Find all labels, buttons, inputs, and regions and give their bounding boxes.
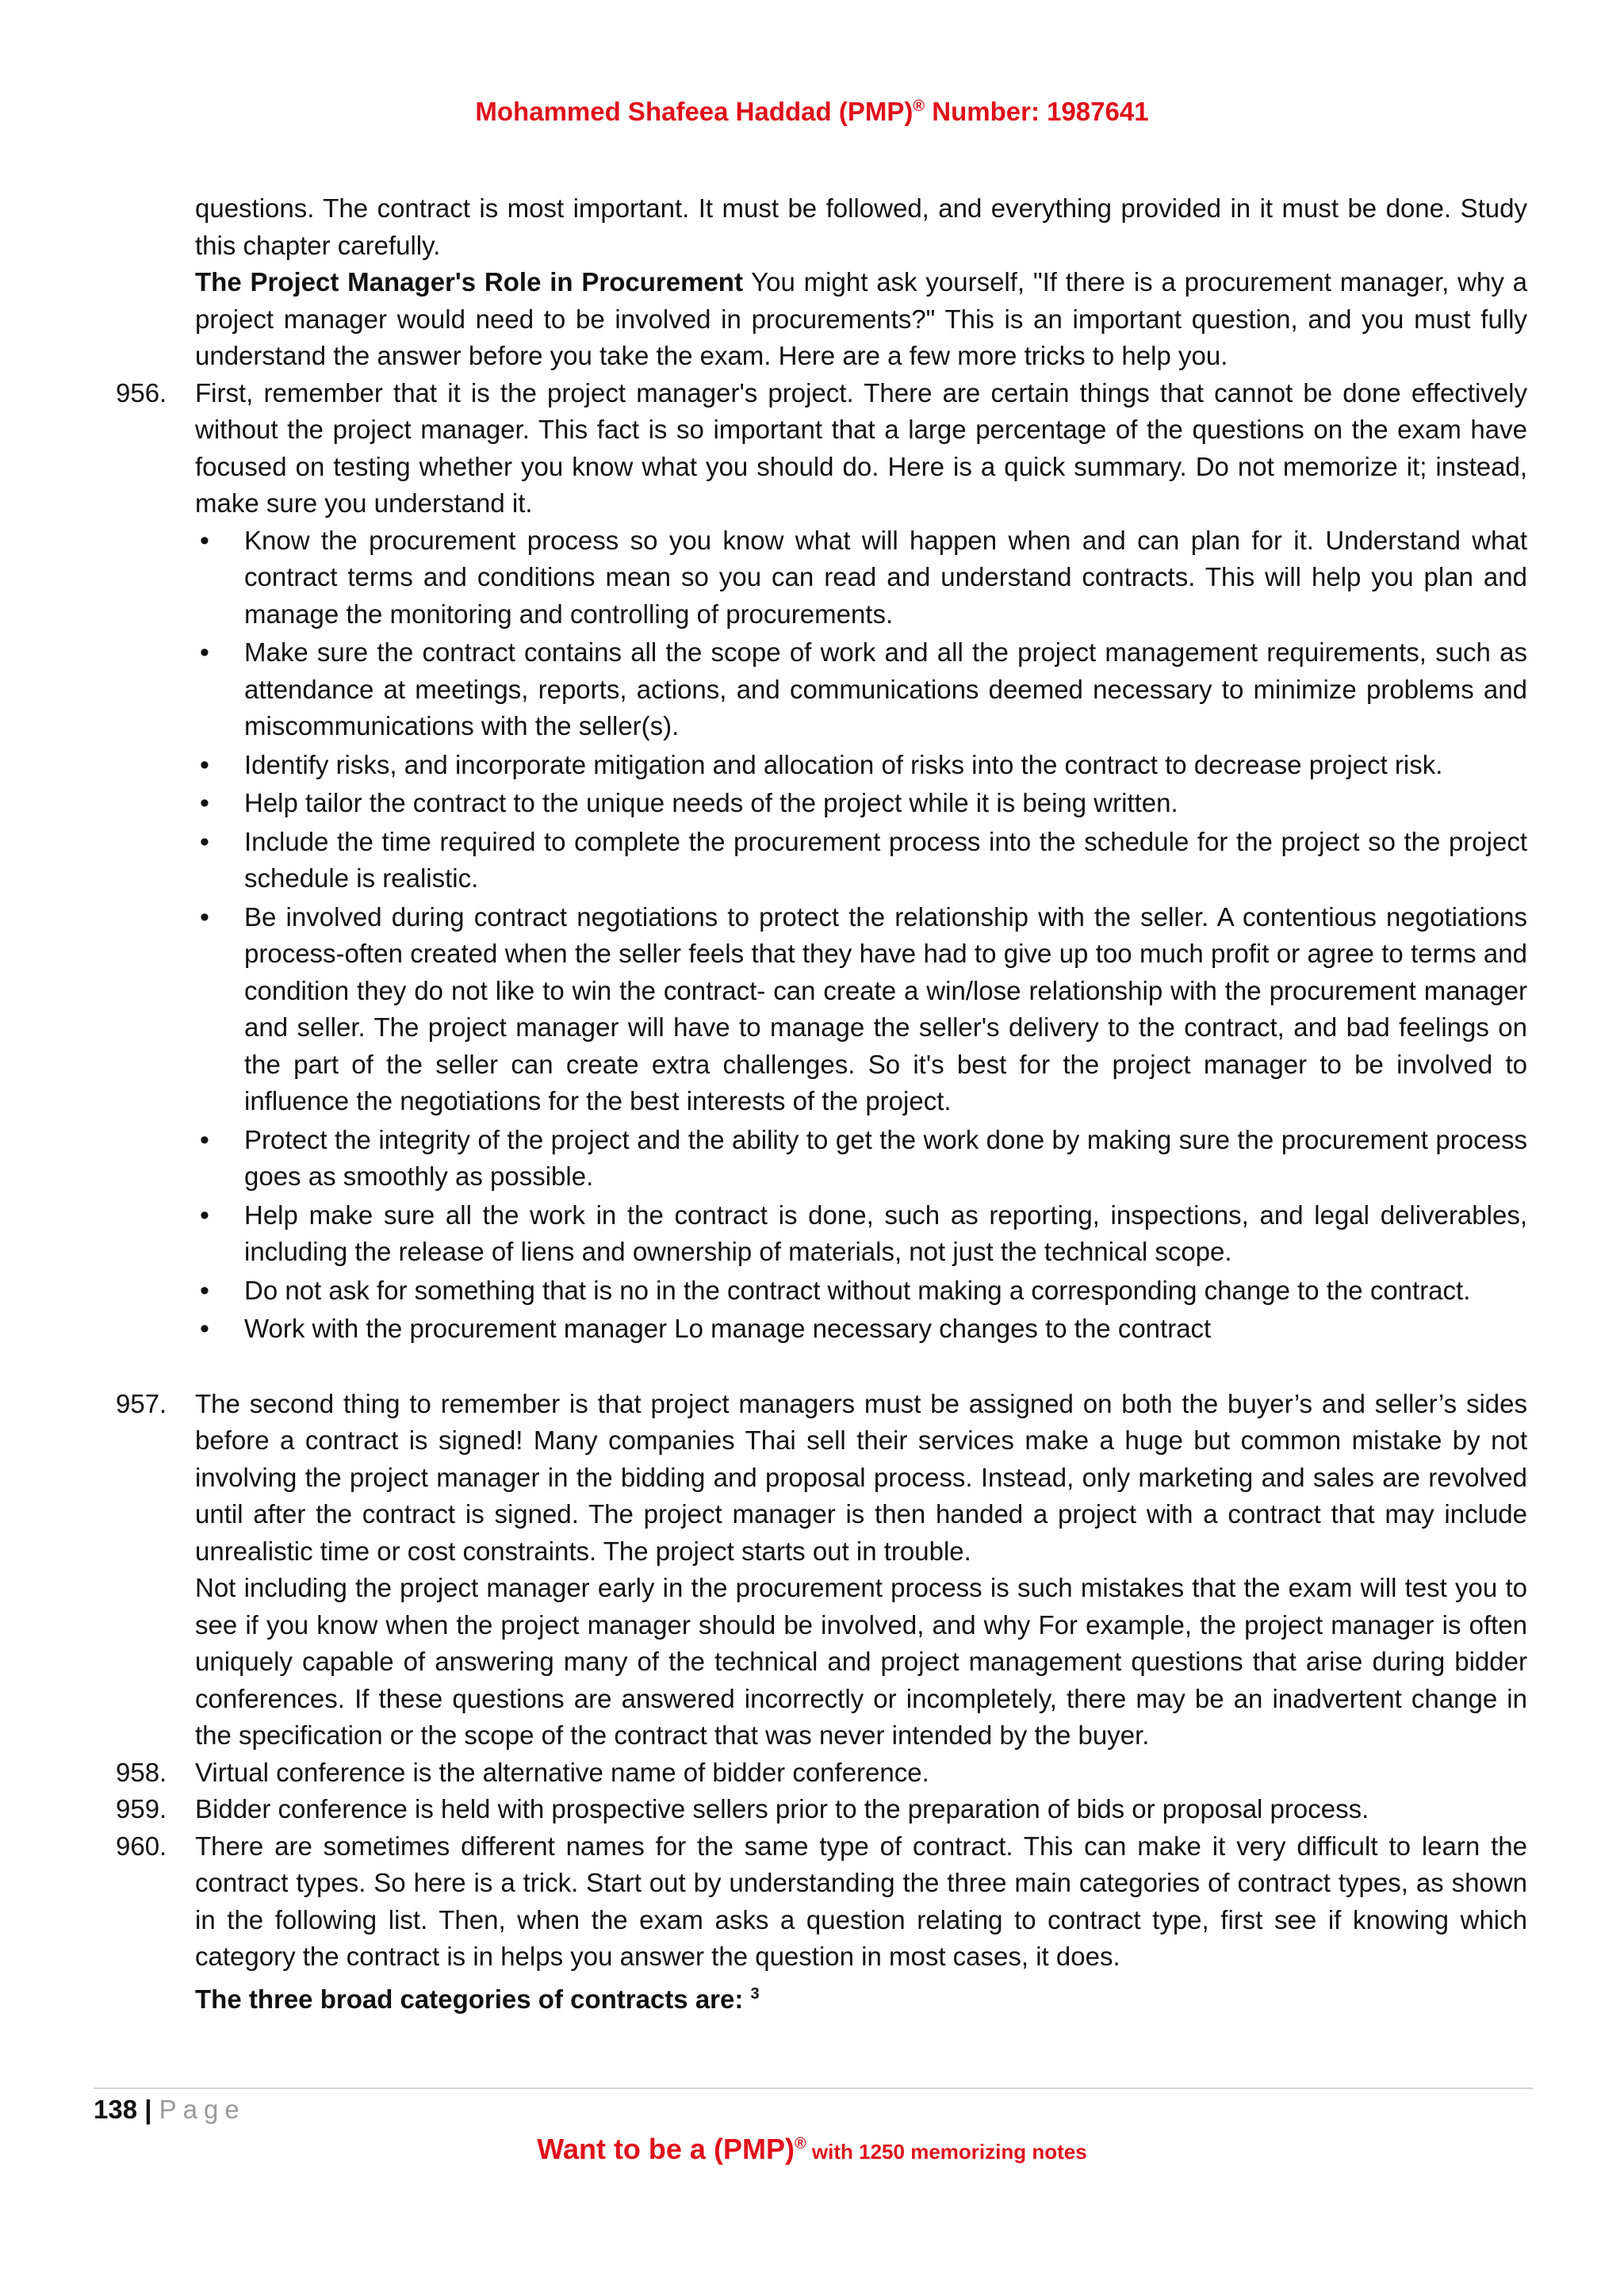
note-958 bbox=[116, 1755, 1527, 1792]
note-text: Bidder conference is held with prospective sellers prior to the preparation of bids or proposal process. bbox=[195, 1794, 1369, 1823]
note-text-block bbox=[195, 1828, 1527, 2019]
list-item: • Protect the integrity of the project and the ability to get the work done by making sure the procurement process goes as smoothly as possible. bbox=[195, 1122, 1527, 1196]
list-item: • Help tailor the contract to the unique needs of the project while it is being written. bbox=[195, 785, 1527, 822]
note-960 bbox=[116, 1828, 1527, 2019]
bullet-icon bbox=[195, 634, 244, 745]
footer-small-text: with 1250 memorizing notes bbox=[806, 2140, 1087, 2164]
role-title: The Project Manager's Role in Procurement bbox=[195, 267, 743, 297]
page-footer bbox=[0, 2133, 1624, 2166]
note-957 bbox=[116, 1386, 1527, 1755]
page-body bbox=[116, 190, 1527, 2018]
spacer bbox=[116, 1349, 1527, 1386]
note-number: 960. bbox=[116, 1831, 167, 1861]
list-item: • Be involved during contract negotiations to protect the relationship with the seller. A contentious negotiations process-often created when the seller feels that they have had to give up too much profit or agree to terms and condition they do not like to win the contract- can create a win/lose relationship with the procurement manager and seller. The project manager will have to manage the seller's delivery to the contract, and bad feelings on the part of the seller can create extra challenges. So it's best for the project manager to be involved to influence the negotiations for the best interests of the project. bbox=[195, 899, 1527, 1120]
page-number bbox=[94, 2095, 246, 2125]
categories-heading: The three broad categories of contracts are: $^3$ bbox=[195, 1984, 760, 2014]
page-number-value: 138 bbox=[94, 2095, 138, 2124]
intro-paragraph: questions. The contract is most important. It must be followed, and everything provided in it must be done. Study this chapter carefully. bbox=[195, 193, 1527, 260]
note-number: 956. bbox=[116, 377, 167, 408]
note-text-block bbox=[195, 1386, 1527, 1755]
list-item: • Do not ask for something that is no in the contract without making a corresponding change to the contract. bbox=[195, 1272, 1527, 1310]
bullet-icon bbox=[195, 1197, 244, 1271]
page-header bbox=[0, 97, 1624, 127]
page-number-separator: | bbox=[137, 2095, 159, 2124]
bullet-list bbox=[195, 522, 1527, 1348]
footer-divider bbox=[94, 2087, 1533, 2089]
bullet-icon bbox=[195, 899, 244, 1120]
note-number: 958. bbox=[116, 1757, 167, 1787]
note-text-continued: Not including the project manager early in the procurement process is such mistakes that the exam will test you to see if you know when the project manager should be involved, and why For example, the project manager is often uniquely capable of answering many of the technical and project management questions that arise during bidder conferences. If these questions are answered incorrectly or incompletely, there may be an inadvertent change in the specification or the scope of the contract that was never intended by the buyer. bbox=[195, 1573, 1527, 1750]
page-word: Page bbox=[159, 2095, 246, 2124]
bullet-icon bbox=[195, 1122, 244, 1196]
header-number: Number: 1987641 bbox=[925, 97, 1149, 126]
note-number: 957. bbox=[116, 1388, 167, 1418]
role-text: You might ask yourself, "If there is a procurement manager, why a project manager would need to be involved in procurements?" This is an important question, and you must fully understand the answer before you take the exam. Here are a few more tricks to help you. bbox=[195, 267, 1527, 370]
footer-registered-mark: ® bbox=[794, 2135, 806, 2152]
note-text: There are sometimes different names for the same type of contract. This can make it very difficult to learn the contract types. So here is a trick. Start out by understanding the three main categories of contract types, as shown in the following list. Then, when the exam asks a question relating to contract type, first see if knowing which category the contract is in helps you answer the question in most cases, it does. bbox=[195, 1831, 1527, 1971]
note-956 bbox=[116, 375, 1527, 522]
bullet-icon bbox=[195, 1311, 244, 1348]
list-item: • Help make sure all the work in the contract is done, such as reporting, inspections, and legal deliverables, including the release of liens and ownership of materials, not just the technical scope. bbox=[195, 1197, 1527, 1271]
bullet-icon bbox=[195, 785, 244, 822]
header-author: Mohammed Shafeea Haddad (PMP) bbox=[475, 97, 914, 126]
header-registered-mark: ® bbox=[913, 98, 925, 115]
note-959 bbox=[116, 1791, 1527, 1828]
bullet-icon bbox=[195, 824, 244, 897]
note-text: First, remember that it is the project manager's project. There are certain things that cannot be done effectively without the project manager. This fact is so important that a large percentage of the questions on the exam have focused on testing whether you know what you should do. Here is a quick summary. Do not memorize it; instead, make sure you understand it. bbox=[195, 377, 1527, 518]
list-item: • Work with the procurement manager Lo manage necessary changes to the contract bbox=[195, 1311, 1527, 1348]
list-item: • Identify risks, and incorporate mitigation and allocation of risks into the contract to decrease project risk. bbox=[195, 747, 1527, 784]
note-text: Virtual conference is the alternative name of bidder conference. bbox=[195, 1757, 929, 1787]
footnote-marker: 3 bbox=[750, 1984, 760, 2003]
list-item: • Make sure the contract contains all the scope of work and all the project management requirements, such as attendance at meetings, reports, actions, and communications deemed necessary to minimize problems and miscommunications with the seller(s). bbox=[195, 634, 1527, 745]
note-text: The second thing to remember is that project managers must be assigned on both the buyer’s and seller’s sides before a contract is signed! Many companies Thai sell their services make a huge but common mistake by not involving the project manager in the bidding and proposal process. Instead, only marketing and sales are revolved until after the contract is signed. The project manager is then handed a project with a contract that may include unrealistic time or cost constraints. The project starts out in trouble. bbox=[195, 1388, 1527, 1566]
bullet-icon bbox=[195, 747, 244, 784]
list-item: • Include the time required to complete the procurement process into the schedule for the project so the project schedule is realistic. bbox=[195, 824, 1527, 897]
bullet-icon bbox=[195, 522, 244, 633]
list-item: • Know the procurement process so you know what will happen when and can plan for it. Understand what contract terms and conditions mean so you can read and understand contracts. This will help you plan and manage the monitoring and controlling of procurements. bbox=[195, 522, 1527, 633]
role-paragraph bbox=[195, 264, 1527, 375]
bullet-icon bbox=[195, 1272, 244, 1310]
footer-text: Want to be a (PMP) bbox=[537, 2133, 795, 2165]
note-number: 959. bbox=[116, 1794, 167, 1823]
